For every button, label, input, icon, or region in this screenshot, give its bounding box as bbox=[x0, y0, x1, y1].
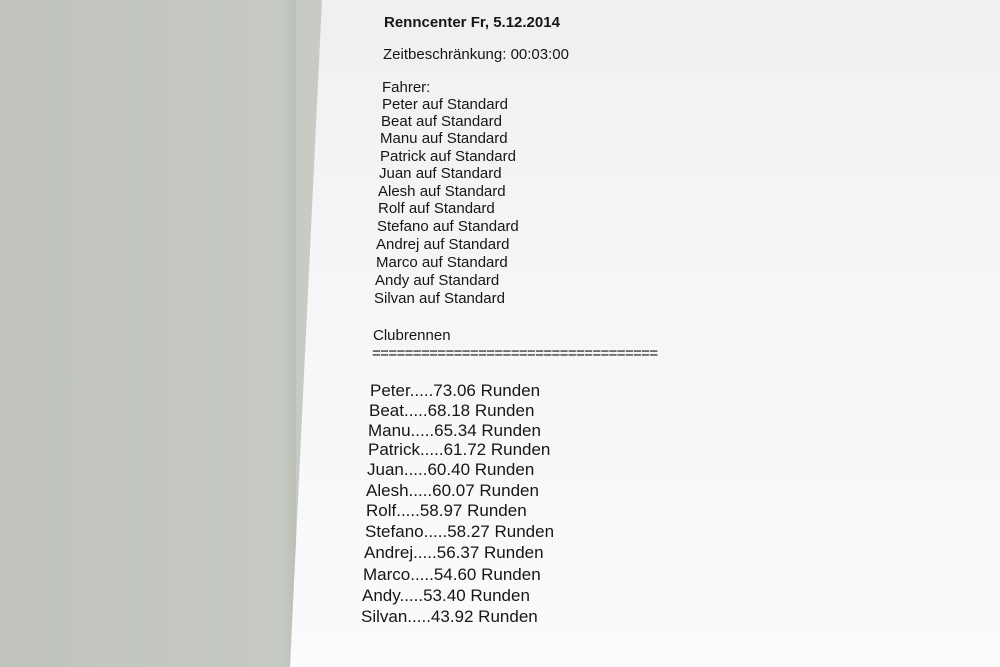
result-entry: Patrick.....61.72 Runden bbox=[368, 440, 551, 459]
result-entry: Manu.....65.34 Runden bbox=[368, 421, 541, 440]
driver-entry: Andrej auf Standard bbox=[376, 236, 510, 253]
result-entry: Beat.....68.18 Runden bbox=[369, 401, 535, 420]
result-entry: Stefano.....58.27 Runden bbox=[365, 522, 555, 541]
driver-entry: Stefano auf Standard bbox=[377, 218, 519, 235]
driver-entry: Patrick auf Standard bbox=[380, 148, 516, 165]
result-entry: Juan.....60.40 Runden bbox=[367, 460, 535, 479]
result-entry: Alesh.....60.07 Runden bbox=[366, 481, 539, 500]
race-heading: Clubrennen bbox=[373, 327, 451, 344]
result-entry: Andrej.....56.37 Runden bbox=[364, 543, 544, 562]
driver-entry: Alesh auf Standard bbox=[378, 183, 506, 200]
result-entry: Rolf.....58.97 Runden bbox=[366, 501, 527, 520]
driver-entry: Manu auf Standard bbox=[380, 130, 508, 147]
result-entry: Andy.....53.40 Runden bbox=[362, 586, 530, 605]
driver-entry: Rolf auf Standard bbox=[378, 200, 495, 217]
driver-entry: Andy auf Standard bbox=[375, 272, 500, 289]
report-title: Renncenter Fr, 5.12.2014 bbox=[384, 14, 560, 31]
driver-entry: Peter auf Standard bbox=[382, 96, 508, 113]
result-entry: Peter.....73.06 Runden bbox=[370, 381, 541, 400]
drivers-heading: Fahrer: bbox=[382, 79, 431, 96]
separator-line: =================================== bbox=[372, 345, 658, 362]
driver-entry: Silvan auf Standard bbox=[374, 290, 505, 307]
driver-entry: Beat auf Standard bbox=[381, 113, 502, 130]
result-entry: Marco.....54.60 Runden bbox=[363, 565, 541, 584]
driver-entry: Juan auf Standard bbox=[379, 165, 502, 182]
driver-entry: Marco auf Standard bbox=[376, 254, 508, 271]
result-entry: Silvan.....43.92 Runden bbox=[361, 607, 538, 626]
time-limit: Zeitbeschränkung: 00:03:00 bbox=[383, 46, 569, 63]
